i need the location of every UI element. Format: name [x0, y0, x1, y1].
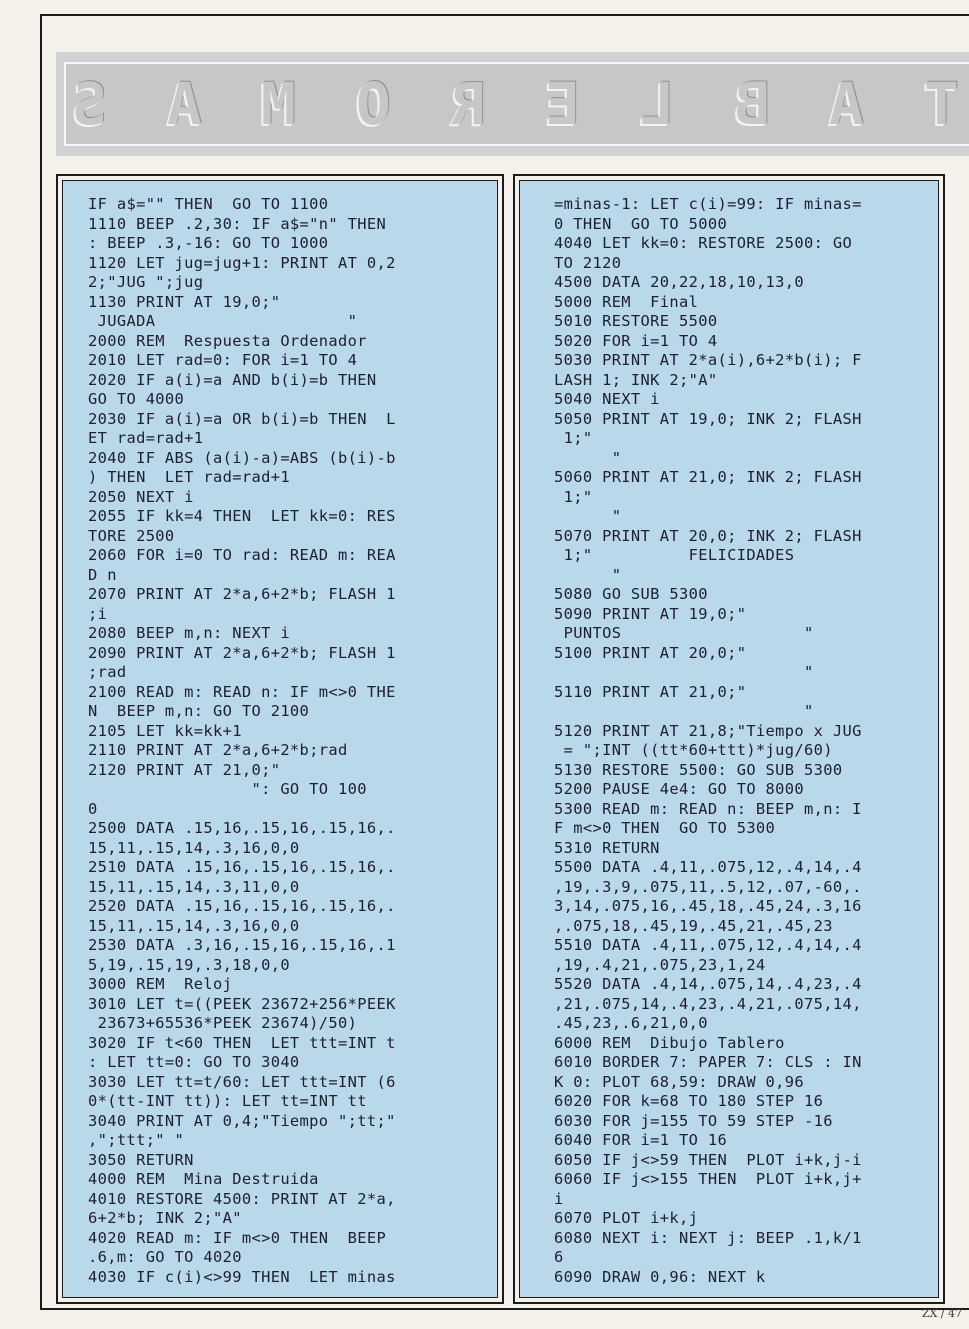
code-line: ) THEN LET rad=rad+1: [88, 468, 290, 486]
code-line: ": GO TO 100: [88, 780, 367, 798]
code-line: ,.075,18,.45,19,.45,21,.45,23: [554, 916, 833, 935]
code-line: ,21,.075,14,.4,23,.4,21,.075,14,: [554, 994, 862, 1013]
code-line: 2040 IF ABS (a(i)-a)=ABS (b(i)-b: [88, 448, 396, 467]
code-line: 5,19,.15,19,.3,18,0,0: [88, 955, 290, 974]
banner-letter: A: [166, 70, 202, 138]
code-line: 2050 NEXT i: [88, 487, 194, 506]
banner-letter: L: [640, 70, 675, 138]
code-line: 5120 PRINT AT 21,8;"Tiempo x JUG: [554, 721, 862, 740]
code-line: 1;": [554, 487, 593, 506]
banner-letter: A: [829, 70, 865, 138]
code-line: 4040 LET kk=0: RESTORE 2500: GO: [554, 234, 853, 252]
code-line: 6060 IF j<>155 THEN PLOT i+k,j+: [554, 1170, 862, 1188]
code-line: 3,14,.075,16,.45,18,.45,24,.3,16: [554, 897, 862, 915]
banner-letter: M: [261, 70, 297, 138]
code-line: 5520 DATA .4,14,.075,14,.4,23,.4: [554, 975, 862, 993]
code-line: 2105 LET kk=kk+1: [88, 721, 242, 740]
code-line: 1;" FELICIDADES: [554, 546, 795, 564]
code-line: 4500 DATA 20,22,18,10,13,0: [554, 273, 805, 291]
code-line: LASH 1; INK 2;"A": [554, 370, 718, 389]
code-line: 3010 LET t=((PEEK 23672+256*PEEK: [88, 994, 396, 1013]
code-line: 6+2*b; INK 2;"A": [88, 1209, 242, 1227]
code-line: PUNTOS ": [554, 624, 814, 642]
code-line: ": [554, 565, 622, 584]
code-line: ;i: [88, 604, 108, 623]
code-line: 4010 RESTORE 4500: PRINT AT 2*a,: [88, 1189, 396, 1208]
code-line: 5010 RESTORE 5500: [554, 312, 718, 330]
code-line: ": [554, 448, 622, 467]
code-line: : BEEP .3,-16: GO TO 1000: [88, 234, 329, 252]
code-line: 3030 LET tt=t/60: LET ttt=INT (6: [88, 1072, 396, 1091]
code-line: 5300 READ m: READ n: BEEP m,n: I: [554, 799, 862, 818]
banner-letter: B: [734, 70, 770, 138]
code-line: .45,23,.6,21,0,0: [554, 1014, 708, 1032]
code-line: 3000 REM Reloj: [88, 975, 233, 993]
code-line: GO TO 4000: [88, 390, 185, 408]
code-line: K 0: PLOT 68,59: DRAW 0,96: [554, 1072, 805, 1091]
code-line: 6010 BORDER 7: PAPER 7: CLS : IN: [554, 1053, 862, 1071]
code-line: 5000 REM Final: [554, 292, 699, 311]
code-line: 2120 PRINT AT 21,0;": [88, 760, 281, 779]
code-line: 5030 PRINT AT 2*a(i),6+2*b(i); F: [554, 351, 862, 369]
code-line: 5070 PRINT AT 20,0; INK 2; FLASH: [554, 526, 862, 545]
code-line: 5020 FOR i=1 TO 4: [554, 331, 718, 350]
code-line: : LET tt=0: GO TO 3040: [88, 1053, 300, 1071]
code-line: 6030 FOR j=155 TO 59 STEP -16: [554, 1111, 833, 1130]
code-line: 5050 PRINT AT 19,0; INK 2; FLASH: [554, 409, 862, 428]
code-line: 5310 RETURN: [554, 838, 660, 857]
code-line: .6,m: GO TO 4020: [88, 1248, 242, 1266]
code-line: 0 THEN GO TO 5000: [554, 214, 728, 233]
code-line: 4000 REM Mina Destruida: [88, 1170, 319, 1188]
code-line: ,19,.4,21,.075,23,1,24: [554, 955, 766, 974]
code-line: ;rad: [88, 663, 127, 681]
code-line: 1130 PRINT AT 19,0;": [88, 292, 281, 311]
banner-letter: T: [924, 70, 959, 138]
code-line: JUGADA ": [88, 312, 358, 330]
code-line: 2520 DATA .15,16,.15,16,.15,16,.: [88, 897, 396, 915]
code-line: 5100 PRINT AT 20,0;": [554, 643, 747, 662]
code-line: 1110 BEEP .2,30: IF a$="n" THEN: [88, 214, 387, 233]
code-line: 2110 PRINT AT 2*a,6+2*b;rad: [88, 741, 348, 759]
code-line: 6: [554, 1248, 564, 1266]
listing-panel-right-inner: [519, 180, 939, 1298]
code-line: 2010 LET rad=0: FOR i=1 TO 4: [88, 351, 358, 369]
code-line: 2;"JUG ";jug: [88, 273, 204, 291]
code-line: D n: [88, 565, 117, 584]
code-line: 5510 DATA .4,11,.075,12,.4,14,.4: [554, 936, 862, 954]
code-line: 4020 READ m: IF m<>0 THEN BEEP: [88, 1228, 387, 1247]
code-line: 2100 READ m: READ n: IF m<>0 THE: [88, 682, 396, 701]
code-line: 6070 PLOT i+k,j: [554, 1209, 699, 1227]
code-line: 0*(tt-INT tt)): LET tt=INT tt: [88, 1092, 367, 1110]
banner-letter: O: [356, 70, 391, 138]
code-line: TORE 2500: [88, 526, 175, 545]
code-line: 5090 PRINT AT 19,0;": [554, 604, 747, 623]
code-line: N BEEP m,n: GO TO 2100: [88, 702, 310, 720]
code-line: 2000 REM Respuesta Ordenador: [88, 331, 367, 350]
code-line: i: [554, 1189, 564, 1208]
code-line: 6090 DRAW 0,96: NEXT k: [554, 1267, 766, 1286]
code-line: TO 2120: [554, 253, 622, 272]
code-line: 2070 PRINT AT 2*a,6+2*b; FLASH 1: [88, 585, 396, 603]
code-line: 15,11,.15,14,.3,16,0,0: [88, 916, 300, 935]
code-line: 5080 GO SUB 5300: [554, 585, 708, 603]
listing-panel-left: [56, 174, 504, 1304]
code-line: ET rad=rad+1: [88, 429, 204, 447]
code-line: 5500 DATA .4,11,.075,12,.4,14,.4: [554, 858, 862, 876]
code-line: 6020 FOR k=68 TO 180 STEP 16: [554, 1092, 824, 1110]
code-line: 3020 IF t<60 THEN LET ttt=INT t: [88, 1033, 396, 1052]
code-line: ,";ttt;" ": [88, 1131, 185, 1149]
code-line: F m<>0 THEN GO TO 5300: [554, 819, 776, 837]
code-line: 4030 IF c(i)<>99 THEN LET minas: [88, 1267, 396, 1286]
listing-panel-left-inner: [62, 180, 498, 1298]
listing-panel-right: [513, 174, 945, 1304]
code-line: 1;": [554, 429, 593, 447]
code-line: 5110 PRINT AT 21,0;": [554, 682, 747, 701]
code-line: 2030 IF a(i)=a OR b(i)=b THEN L: [88, 409, 396, 428]
code-line: ": [554, 507, 622, 525]
code-line: 2080 BEEP m,n: NEXT i: [88, 624, 290, 642]
code-line: 2090 PRINT AT 2*a,6+2*b; FLASH 1: [88, 643, 396, 662]
code-line: =minas-1: LET c(i)=99: IF minas=: [554, 195, 862, 213]
code-line: ": [554, 663, 814, 681]
code-line: 2060 FOR i=0 TO rad: READ m: REA: [88, 546, 396, 564]
code-line: ": [554, 702, 814, 720]
code-line: 0: [88, 799, 98, 818]
code-line: ,19,.3,9,.075,11,.5,12,.07,-60,.: [554, 877, 862, 896]
code-line: = ";INT ((tt*60+ttt)*jug/60): [554, 741, 833, 759]
code-line: 15,11,.15,14,.3,11,0,0: [88, 877, 300, 896]
code-line: 1120 LET jug=jug+1: PRINT AT 0,2: [88, 253, 396, 272]
banner-letter: E: [545, 70, 581, 138]
code-line: 6050 IF j<>59 THEN PLOT i+k,j-i: [554, 1150, 862, 1169]
code-line: 6040 FOR i=1 TO 16: [554, 1131, 728, 1149]
code-line: 2020 IF a(i)=a AND b(i)=b THEN: [88, 370, 377, 389]
title-banner: [56, 52, 969, 156]
page-number: ZX / 47: [921, 1307, 962, 1320]
banner-letter: S: [72, 70, 107, 138]
code-line: 5200 PAUSE 4e4: GO TO 8000: [554, 780, 805, 798]
code-line: 15,11,.15,14,.3,16,0,0: [88, 838, 300, 857]
code-line: 5040 NEXT i: [554, 390, 660, 408]
code-line: 2055 IF kk=4 THEN LET kk=0: RES: [88, 507, 396, 525]
banner-letters: [64, 62, 969, 146]
code-line: 5060 PRINT AT 21,0; INK 2; FLASH: [554, 468, 862, 486]
code-line: 3040 PRINT AT 0,4;"Tiempo ";tt;": [88, 1111, 396, 1130]
code-line: 2530 DATA .3,16,.15,16,.15,16,.1: [88, 936, 396, 954]
banner-letter: R: [450, 70, 486, 138]
code-line: 23673+65536*PEEK 23674)/50): [88, 1014, 358, 1032]
code-listing-left: [88, 195, 493, 1287]
code-line: 5130 RESTORE 5500: GO SUB 5300: [554, 760, 843, 779]
code-line: IF a$="" THEN GO TO 1100: [88, 195, 329, 213]
code-line: 2500 DATA .15,16,.15,16,.15,16,.: [88, 819, 396, 837]
code-line: 6080 NEXT i: NEXT j: BEEP .1,k/1: [554, 1228, 862, 1247]
code-listing-right: [554, 195, 934, 1287]
code-line: 3050 RETURN: [88, 1150, 194, 1169]
code-line: 6000 REM Dibujo Tablero: [554, 1033, 785, 1052]
code-line: 2510 DATA .15,16,.15,16,.15,16,.: [88, 858, 396, 876]
